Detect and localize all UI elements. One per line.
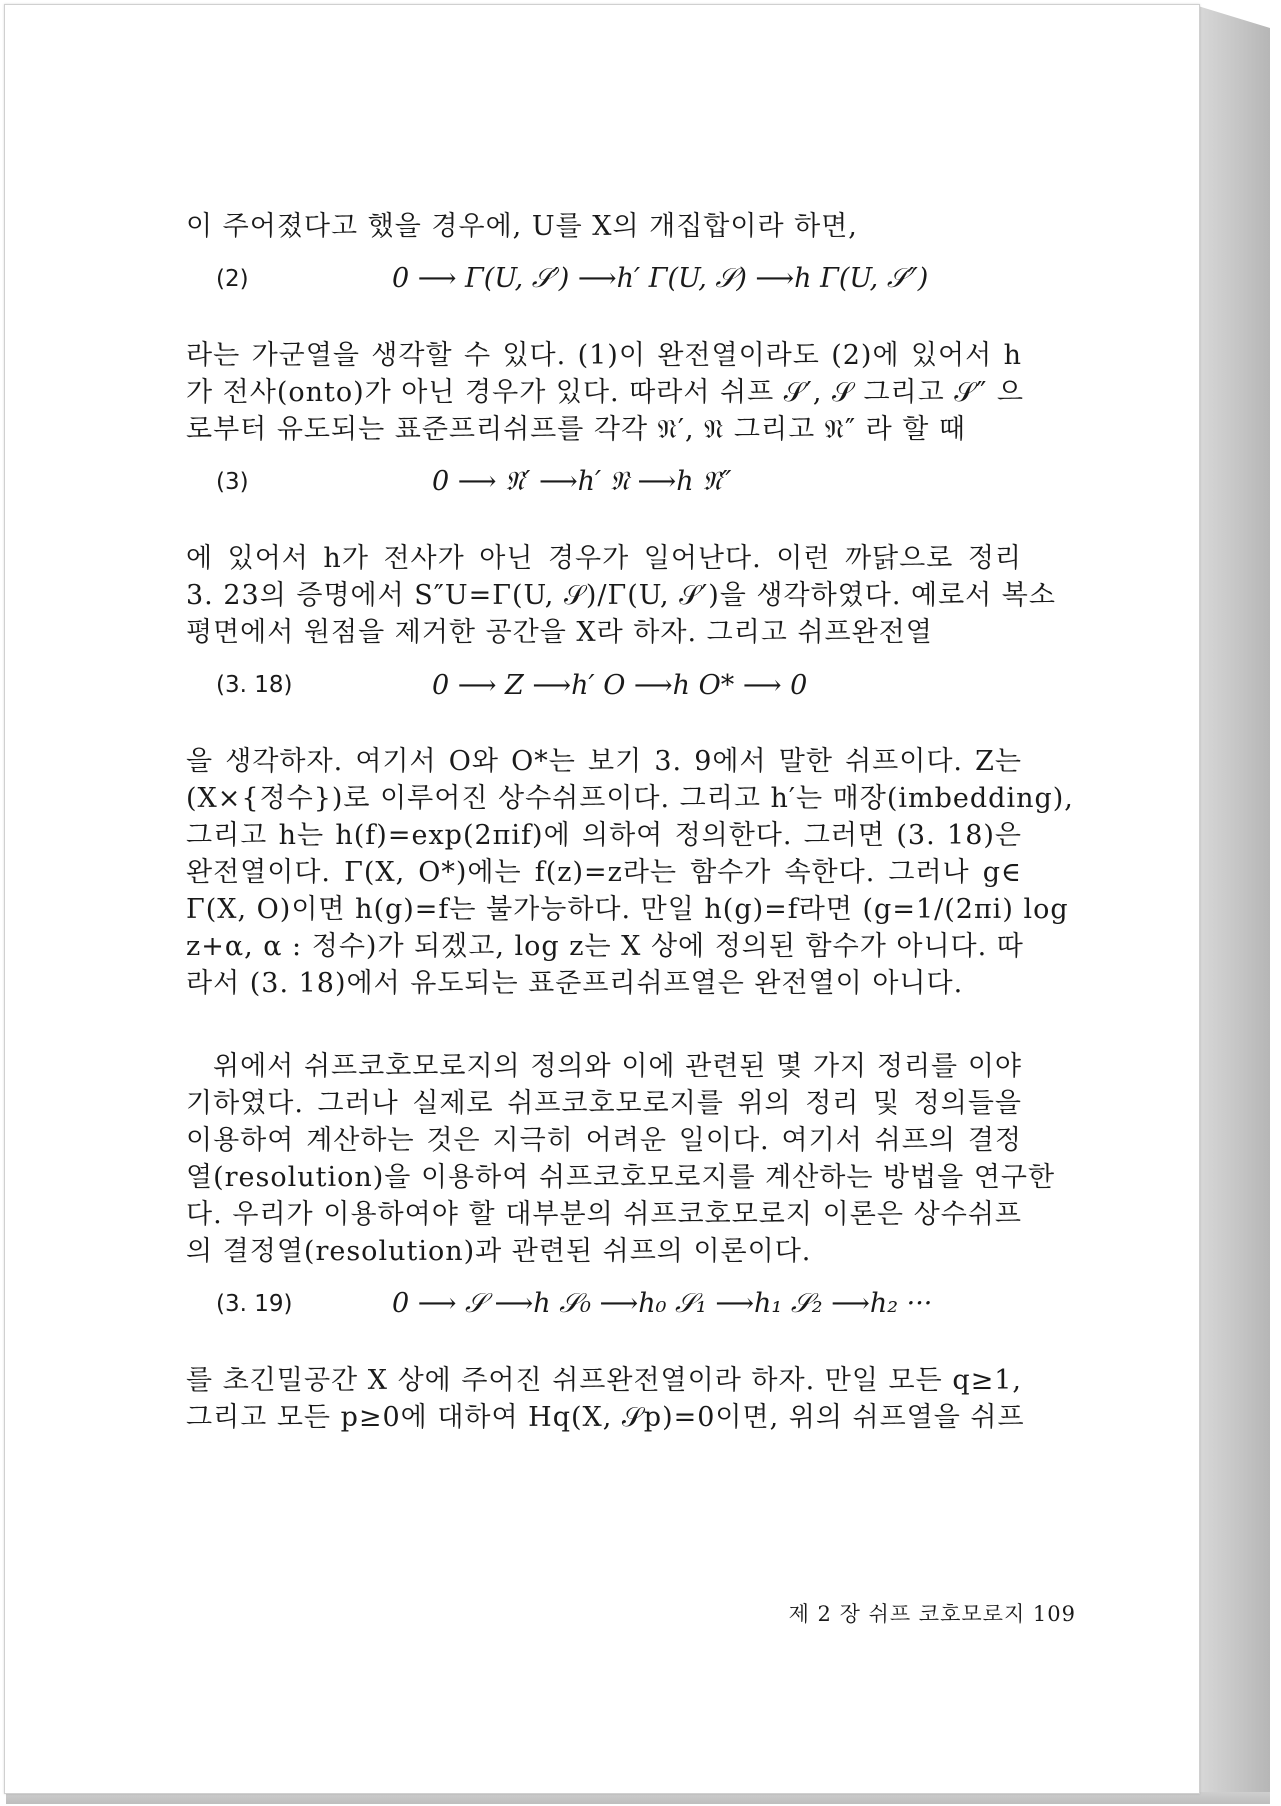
text-line: 완전열이다. Γ(X, O*)에는 f(z)=z라는 함수가 속한다. 그러나 g∈: [186, 857, 1022, 888]
equation-number: (3. 19): [216, 1291, 293, 1317]
text-line: 에 있어서 h가 전사가 아닌 경우가 일어난다. 이런 까닭으로 정리: [186, 543, 1022, 574]
text-line: 그리고 모든 p≥0에 대하여 Hq(X, 𝒮p)=0이면, 위의 쉬프열을 쉬프: [186, 1402, 1025, 1433]
text-line: Γ(X, O)이면 h(g)=f는 불가능하다. 만일 h(g)=f라면 (g=1/(2πi) log: [186, 894, 1069, 925]
paragraph: [186, 1048, 1056, 1270]
equation-number: (2): [216, 266, 249, 292]
text-line: 이용하여 계산하는 것은 지극히 어려운 일이다. 여기서 쉬프의 결정: [186, 1125, 1022, 1156]
text-line: 다. 우리가 이용하여야 할 대부분의 쉬프코호모로지 이론은 상수쉬프: [186, 1199, 1022, 1230]
equation-body: 0 ⟶ Γ(U, 𝒮′) ⟶h′ Γ(U, 𝒮) ⟶h Γ(U, 𝒮″): [392, 263, 929, 294]
text-line: 열(resolution)을 이용하여 쉬프코호모로지를 계산하는 방법을 연구한: [186, 1162, 1056, 1193]
text-line: 평면에서 원점을 제거한 공간을 X라 하자. 그리고 쉬프완전열: [186, 617, 933, 648]
paragraph: [186, 540, 1056, 651]
equation-3-19: [186, 1280, 1022, 1328]
text-line: 로부터 유도되는 표준프리쉬프를 각각 𝔑′, 𝔑 그리고 𝔑″ 라 할 때: [186, 414, 967, 445]
page-body: [186, 208, 1074, 1436]
equation-body: 0 ⟶ 𝔑′ ⟶h′ 𝔑 ⟶h 𝔑″: [432, 466, 732, 497]
text-line: 그리고 h는 h(f)=exp(2πif)에 의하여 정의한다. 그러면 (3. 18)은: [186, 820, 1022, 851]
equation-body: 0 ⟶ 𝒮 ⟶h 𝒮₀ ⟶h₀ 𝒮₁ ⟶h₁ 𝒮₂ ⟶h₂ ···: [392, 1288, 933, 1319]
text-line: 가 전사(onto)가 아닌 경우가 있다. 따라서 쉬프 𝒮′, 𝒮 그리고 𝒮″ 으: [186, 377, 1024, 408]
equation-3-18: [186, 661, 1022, 709]
equation-number: (3): [216, 469, 249, 495]
text-line: 라는 가군열을 생각할 수 있다. (1)이 완전열이라도 (2)에 있어서 h: [186, 340, 1022, 371]
text-line: (X×{정수})로 이루어진 상수쉬프이다. 그리고 h′는 매장(imbedding),: [186, 783, 1074, 814]
paragraph: [186, 743, 1074, 1002]
equation-body: 0 ⟶ Z ⟶h′ O ⟶h O* ⟶ 0: [432, 669, 808, 701]
text-line: 3. 23의 증명에서 S″U=Γ(U, 𝒮)/Γ(U, 𝒮′)을 생각하였다. 예로서 복소: [186, 580, 1056, 611]
paragraph: [186, 1362, 1025, 1436]
text-line: z+α, α : 정수)가 되겠고, log z는 X 상에 정의된 함수가 아니다. 따: [186, 931, 1024, 962]
page-edge-right: [1198, 6, 1270, 1794]
text-line: 라서 (3. 18)에서 유도되는 표준프리쉬프열은 완전열이 아니다.: [186, 968, 964, 999]
text-line: 위에서 쉬프코호모로지의 정의와 이에 관련된 몇 가지 정리를 이야: [213, 1051, 1022, 1082]
text-line: 이 주어졌다고 했을 경우에, U를 X의 개집합이라 하면,: [186, 211, 858, 242]
equation-2: [186, 255, 1022, 303]
running-footer: 제 2 장 쉬프 코호모로지 109: [788, 1602, 1076, 1626]
text-line: 기하였다. 그러나 실제로 쉬프코호모로지를 위의 정리 및 정의들을: [186, 1088, 1022, 1119]
equation-number: (3. 18): [216, 672, 293, 698]
paragraph: [186, 337, 1022, 448]
equation-3: [186, 458, 1022, 506]
text-line: 의 결정열(resolution)과 관련된 쉬프의 이론이다.: [186, 1236, 812, 1267]
text-line: 을 생각하자. 여기서 O와 O*는 보기 3. 9에서 말한 쉬프이다. Z는: [186, 746, 1022, 777]
text-line: 를 초긴밀공간 X 상에 주어진 쉬프완전열이라 하자. 만일 모든 q≥1,: [186, 1365, 1022, 1396]
